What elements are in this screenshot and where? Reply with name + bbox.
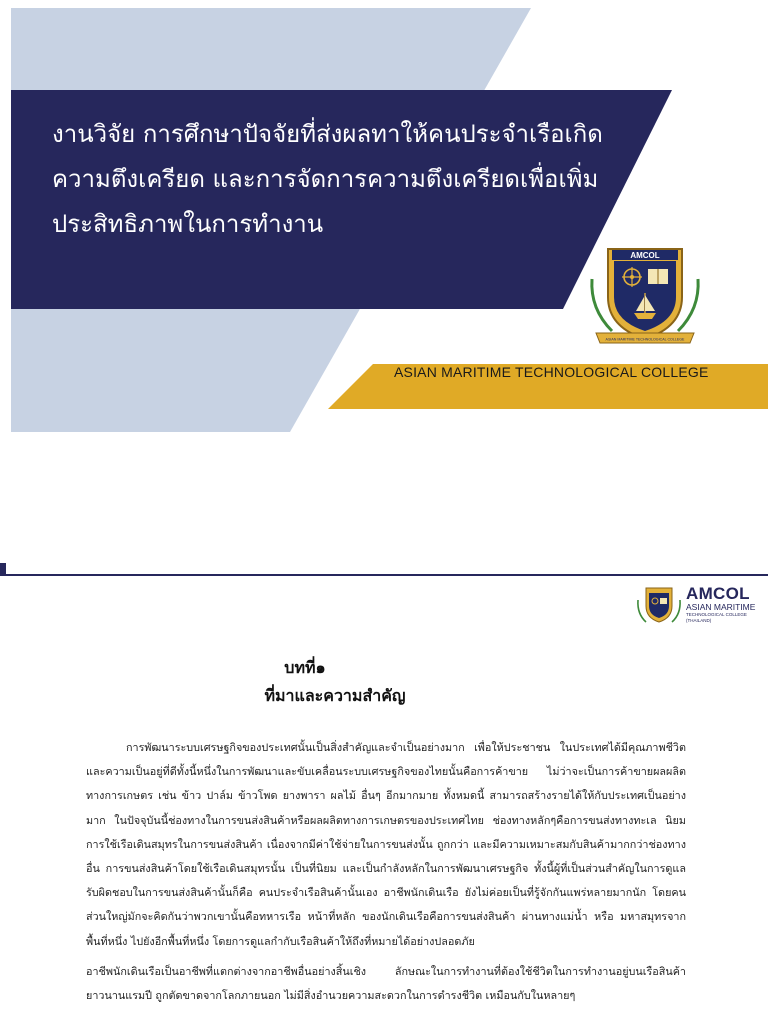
document-body	[86, 736, 686, 1008]
brand-subtitle: ASIAN MARITIME	[686, 602, 756, 612]
paragraph: การพัฒนาระบบเศรษฐกิจของประเทศนั้นเป็นสิ่งสำคัญและจำเป็นอย่างมาก เพื่อให้ประชาชน ในประเทศได้มีคุณภาพชีวิตและความเป็นอยู่ที่ดีทั้งนี้หนึ่งในการพัฒนาและขับเคลื่อนระบบเศรษฐกิจของไทยนั้นคือการค้าขาย ไม่ว่าจะเป็นการค้าขายผลผลิตทางการเกษตร เช่น ข้าว ปาล์ม ข้าวโพด ยางพารา ผลไม้ อื่นๆ อีกมากมาย ทั้งหมดนี้ สามารถสร้างรายได้ให้กับประเทศเป็นอย่างมาก ในปัจจุบันนี้ช่องทางในการขนส่งสินค้าหรือผลผลิตทางการเกษตรของประเทศไทย ช่องทางหลักๆคือการขนส่งทางทะเล นิยมการใช้เรือเดินสมุทรในการขนส่งสินค้า เนื่องจากมีค่าใช้จ่ายในการขนส่งนั้น ถูกกว่า และมีความเหมาะสมกับสินค้ามากกว่าช่องทางอื่น การขนส่งสินค้าโดยใช้เรือเดินสมุทรนั้น เป็นที่นิยม และเป็นกำลังหลักในการพัฒนาเศรษฐกิจ ทั้งนี้ผู้ที่เป็นส่วนสำคัญในการดูแลรับผิดชอบในการขนส่งสินค้านั้นก็คือ คนประจำเรือสินค้านั้นเอง อาชีพนักเดินเรือ ยังไม่ค่อยเป็นที่รู้จักกันแพร่หลายมากนัก โดยคนส่วนใหญ่มักจะคิดกันว่าพวกเขานั้นคือทหารเรือ หน้าที่หลัก ของนักเดินเรือคือการขนส่งสินค้า ผ่านทางแม่น้ำ หรือ มหาสมุทรจากพื้นที่หนึ่ง ไปยังอีกพื้นที่หนึ่ง โดยการดูแลกำกับเรือสินค้าให้ถึงที่หมายได้อย่างปลอดภัย	[86, 741, 686, 948]
header-accent-mark	[0, 563, 6, 574]
paragraph: อาชีพนักเดินเรือเป็นอาชีพที่แตกต่างจากอาชีพอื่นอย่างสิ้นเชิง ลักษณะในการทำงานที่ต้องใช้ชีวิตในการทำงานอยู่บนเรือสินค้ายาวนานแรมปี ถูกตัดขาดจากโลกภายนอก ไม่มีสิ่งอำนวยความสะดวกในการดำรงชีวิต เหมือนกับในหลายๆ	[86, 964, 686, 1003]
amcol-crest-logo	[588, 235, 702, 350]
amcol-header-logo	[636, 584, 682, 626]
crest-ribbon-text: ASIAN MARITIME TECHNOLOGICAL COLLEGE	[605, 337, 685, 342]
section-heading: ที่มาและความสำคัญ	[264, 686, 406, 705]
brand-name: AMCOL	[686, 584, 750, 603]
college-name-banner: ASIAN MARITIME TECHNOLOGICAL COLLEGE	[394, 364, 709, 380]
chapter-number: บทที่๑	[284, 658, 326, 677]
header-brand	[686, 585, 768, 624]
crest-label: AMCOL	[630, 251, 660, 260]
brand-subtitle-small: TECHNOLOGICAL COLLEGE (THAILAND)	[686, 612, 747, 623]
cover-slide	[0, 0, 768, 432]
header-divider	[0, 574, 768, 576]
cover-title: งานวิจัย การศึกษาปัจจัยที่ส่งผลทาให้คนประจำเรือเกิดความตึงเครียด และการจัดการความตึงเครียดเพื่อเพิ่มประสิทธิภาพในการทำงาน	[52, 120, 603, 238]
